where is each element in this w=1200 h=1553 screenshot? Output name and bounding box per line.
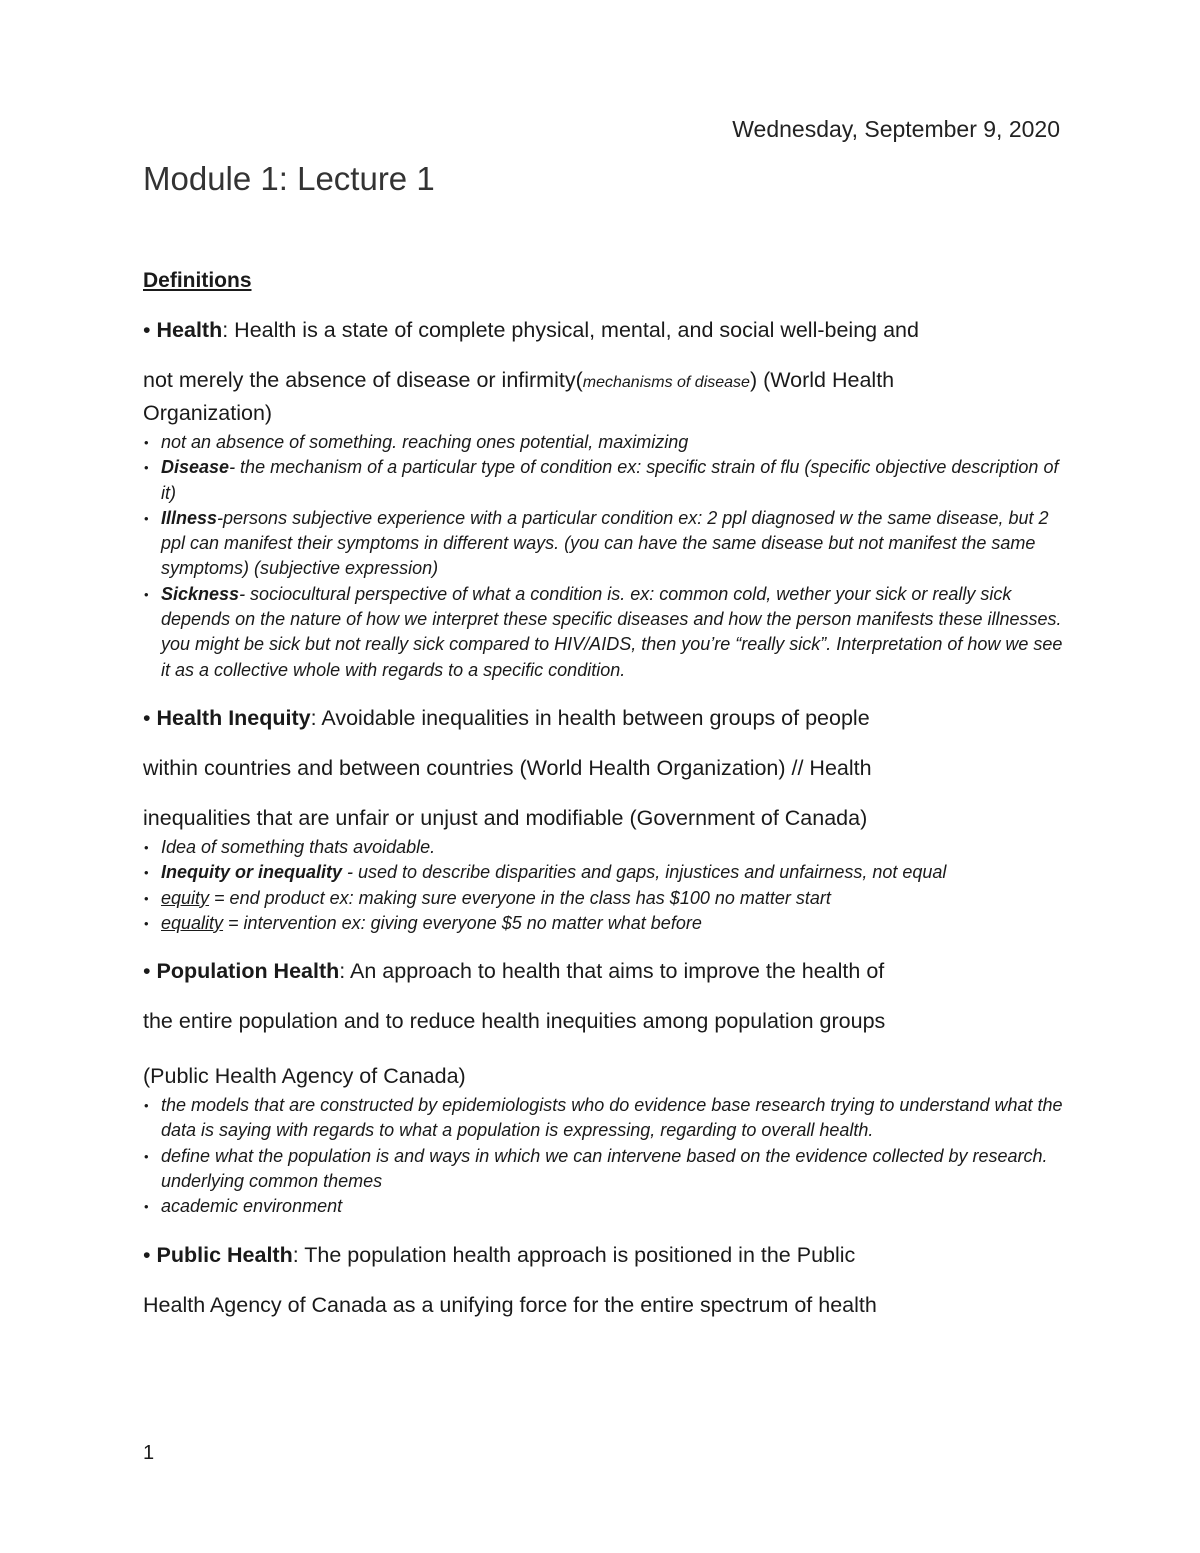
definition-health: • Health: Health is a state of complete physical, mental, and social well-being and [143,318,919,342]
inequity-notes-list [143,835,1063,936]
bullet-marker: • [143,318,151,342]
list-item: • equality = intervention ex: giving everyone $5 no matter what before [143,911,1063,936]
list-item: • define what the population is and ways in which we can intervene based on the evidence collected by research. underlying common themes [143,1144,1063,1195]
list-item: • Disease- the mechanism of a particular type of condition ex: specific strain of flu (specific objective description of it) [143,455,1063,506]
definition-public-health: • Public Health: The population health approach is positioned in the Public [143,1242,856,1267]
term-public-health: Public Health [156,1242,293,1267]
term-health-inequity: Health Inequity [156,705,311,730]
term-population-health: Population Health [156,959,340,984]
health-notes-list [143,430,1063,683]
section-heading-definitions: Definitions [143,269,252,292]
document-date: Wednesday, September 9, 2020 [732,116,1060,142]
bullet-marker: • [143,1242,151,1267]
list-item: • equity = end product ex: making sure everyone in the class has $100 no matter start [143,886,1063,911]
list-item: • Sickness- sociocultural perspective of what a condition is. ex: common cold, wether your sick or really sick depends on the nature of how we interpret these specific diseases and how the person manifests these illnesses. you might be sick but not really sick compared to HIV/AIDS, then you’re “really sick”. Interpretation of how we see it as a collective whole with regards to a specific condition. [143,582,1063,683]
list-item: • Idea of something thats avoidable. [143,835,1063,860]
list-item: • academic environment [143,1194,1063,1219]
definition-health-inequity: • Health Inequity: Avoidable inequalities in health between groups of people [143,705,870,730]
list-item: • not an absence of something. reaching ones potential, maximizing [143,430,1063,455]
document-body: • Health: Health is a state of complete physical, mental, and social well-being and not merely the absence of disease or infirmity(mechanisms of disease) (World Health Organization) • not an absence of something. reaching ones potential, maximizing • Disease- the mechanism of a particular type of condition ex: specific strain of flu (specific objective description of it) • Illness-persons subjective experience with a particular condition ex: 2 ppl diagnosed w the same disease, but 2 ppl can manifest their symptoms in different ways. (you can have the same disease but not manifest the same symptoms) (subjective expression) • Sickness- sociocultural perspective of what a condition is. ex: common cold, wether your sick or really sick depends on the nature of how we interpret these specific diseases and how the person manifests these illnesses. you might be sick but not really sick compared to HIV/AIDS, then you’re “really sick”. Interpretation of how we see it as a collective whole with regards to a specific condition. • Health Inequity: Avoidable inequalities in health between groups of people within countries and between countries (World Health Organization) // Health inequalities that are unfair or unjust and modifiable (Government of Canada) • Idea of something thats avoidable. • Inequity or inequality - used to describe disparities and gaps, injustices and unfairness, not equal • equity = end product ex: making sure everyone in the class has $100 no matter start • equality = intervention ex: giving everyone $5 no matter what before • Population Health: An approach to health that aims to improve the health of the entire population and to reduce health inequities among population groups (Public Health Agency of Canada) • the models that are constructed by epidemiologists who do evidence base research trying to understand what the data is saying with regards to what a population is expressing, regarding to overall health. • define what the population is and ways in which we can intervene based on the evidence collected by research. underlying common themes • academic environment • Public Health: The population health approach is positioned in the Public Health Agency of Canada as a unifying force for the entire spectrum of health [143,315,1063,1320]
population-notes-list [143,1093,1063,1219]
list-item: • Inequity or inequality - used to describe disparities and gaps, injustices and unfairness, not equal [143,860,1063,885]
page-title: Module 1: Lecture 1 [143,160,435,197]
list-item: • Illness-persons subjective experience with a particular condition ex: 2 ppl diagnosed w the same disease, but 2 ppl can manifest their symptoms in different ways. (you can have the same disease but not manifest the same symptoms) (subjective expression) [143,506,1063,582]
definition-health-line2: not merely the absence of disease or infirmity(mechanisms of disease) (World Health [143,368,895,392]
bullet-marker: • [143,959,151,984]
term-health: Health [156,318,223,342]
list-item: • the models that are constructed by epidemiologists who do evidence base research trying to understand what the data is saying with regards to what a population is expressing, regarding to overall health. [143,1093,1063,1144]
definition-health-line3: Organization) [143,401,273,425]
bullet-marker: • [143,705,151,730]
definition-population-health: • Population Health: An approach to health that aims to improve the health of [143,959,885,984]
page-number: 1 [143,1442,155,1464]
